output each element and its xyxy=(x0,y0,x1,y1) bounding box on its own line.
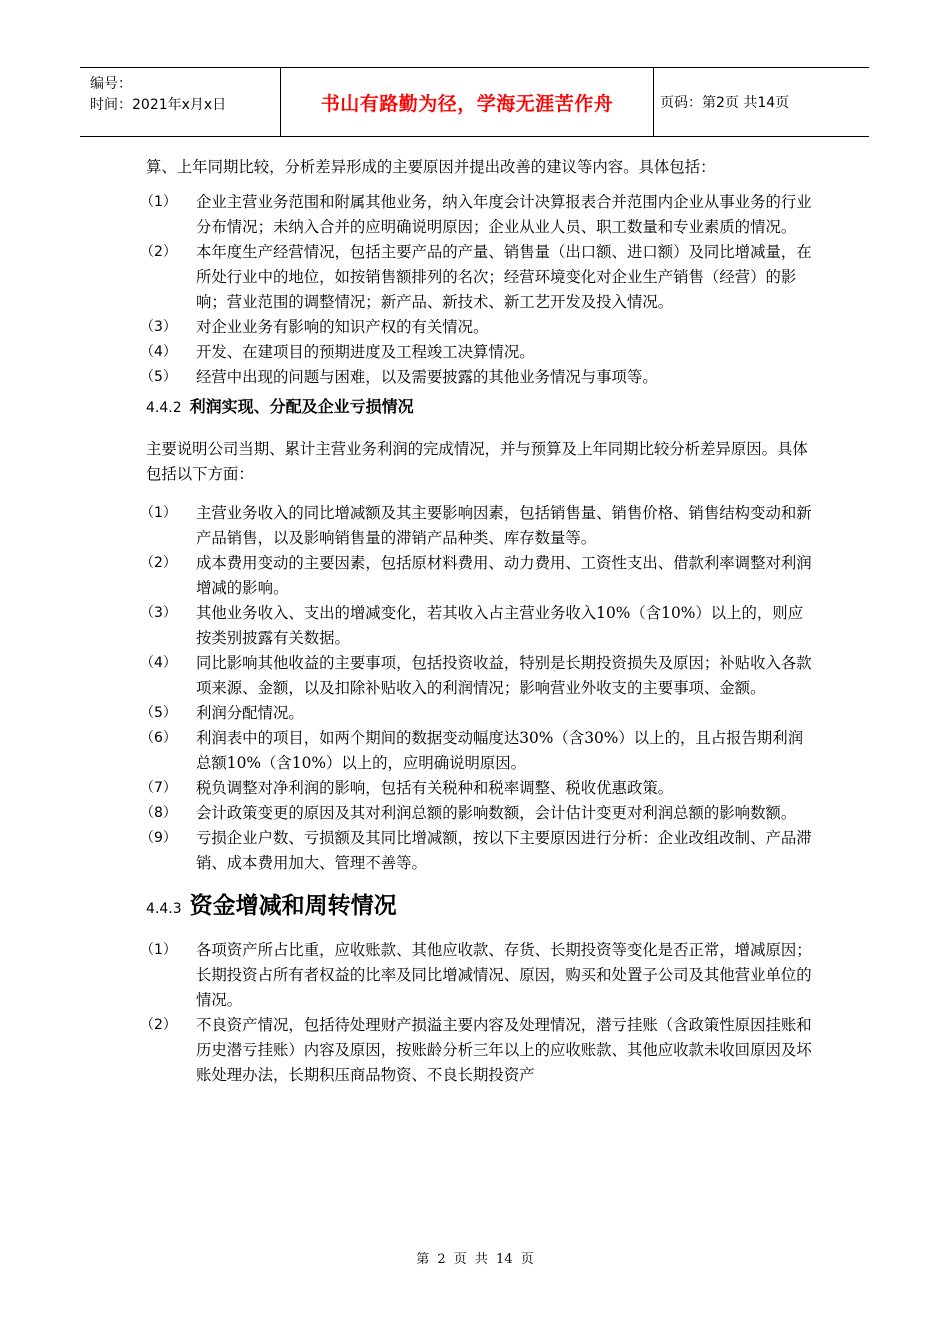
list-item xyxy=(140,651,816,701)
intro-paragraph: 算、上年同期比较，分析差异形成的主要原因并提出改善的建议等内容。具体包括： xyxy=(146,158,716,176)
list-item-text: 不良资产情况，包括待处理财产损溢主要内容及处理情况，潜亏挂账（含政策性原因挂账和历史潜亏挂账）内容及原因，按账龄分析三年以上的应收账款、其他应收款未收回原因及坏账处理办法，长期积压商品物资、不良长期投资产 xyxy=(196,1016,812,1084)
section-title: 利润实现、分配及企业亏损情况 xyxy=(189,397,414,416)
header-motto: 书山有路勤为径，学海无涯苦作舟 xyxy=(320,92,614,115)
list-item xyxy=(140,776,816,801)
profit-list xyxy=(140,501,816,876)
document-body xyxy=(140,155,816,1088)
list-item-number: （8） xyxy=(140,805,177,821)
section-heading-4-4-3 xyxy=(146,894,816,922)
list-item-number: （1） xyxy=(140,194,177,210)
list-item-number: （2） xyxy=(140,1017,177,1033)
list-item xyxy=(140,826,816,876)
list-item xyxy=(140,938,816,1013)
header-motto-cell xyxy=(281,68,654,136)
list-item-number: （4） xyxy=(140,655,177,671)
business-list xyxy=(140,190,816,390)
list-item xyxy=(140,315,816,340)
list-item xyxy=(140,701,816,726)
list-item-number: （4） xyxy=(140,344,177,360)
list-item-number: （9） xyxy=(140,830,177,846)
list-item-number: （1） xyxy=(140,505,177,521)
document-number-label: 编号： xyxy=(90,76,132,92)
list-item-number: （3） xyxy=(140,605,177,621)
list-item xyxy=(140,190,816,240)
page-header xyxy=(80,67,869,137)
funds-list xyxy=(140,938,816,1088)
list-item xyxy=(140,1013,816,1088)
section-title: 资金增减和周转情况 xyxy=(189,893,397,919)
list-item-text: 企业主营业务范围和附属其他业务，纳入年度会计决算报表合并范围内企业从事业务的行业分布情况；未纳入合并的应明确说明原因；企业从业人员、职工数量和专业素质的情况。 xyxy=(196,193,812,236)
list-item-text: 利润表中的项目，如两个期间的数据变动幅度达30%（含30%）以上的，且占报告期利润总额10%（含10%）以上的，应明确说明原因。 xyxy=(196,729,804,772)
section-number: 4.4.2 xyxy=(146,400,182,416)
list-item-text: 主营业务收入的同比增减额及其主要影响因素，包括销售量、销售价格、销售结构变动和新产品销售，以及影响销售量的滞销产品种类、库存数量等。 xyxy=(196,504,812,547)
list-item xyxy=(140,801,816,826)
list-item xyxy=(140,340,816,365)
list-item-text: 对企业业务有影响的知识产权的有关情况。 xyxy=(196,318,489,336)
list-item-text: 各项资产所占比重，应收账款、其他应收款、存货、长期投资等变化是否正常，增减原因；长期投资占所有者权益的比率及同比增减情况、原因，购买和处置子公司及其他营业单位的情况。 xyxy=(196,941,812,1009)
list-item xyxy=(140,501,816,551)
list-item xyxy=(140,365,816,390)
list-item-text: 同比影响其他收益的主要事项，包括投资收益，特别是长期投资损失及原因；补贴收入各款项来源、金额，以及扣除补贴收入的利润情况；影响营业外收支的主要事项、金额。 xyxy=(196,654,812,697)
list-item-text: 会计政策变更的原因及其对利润总额的影响数额，会计估计变更对利润总额的影响数额。 xyxy=(196,804,797,822)
list-item xyxy=(140,601,816,651)
list-item xyxy=(140,551,816,601)
list-item xyxy=(140,240,816,315)
list-item-number: （2） xyxy=(140,244,177,260)
list-item xyxy=(140,726,816,776)
header-meta xyxy=(80,68,281,136)
list-item-text: 开发、在建项目的预期进度及工程竣工决算情况。 xyxy=(196,343,535,361)
section-heading-4-4-2 xyxy=(146,394,816,421)
list-item-number: （5） xyxy=(140,369,177,385)
header-page-cell xyxy=(654,68,869,136)
profit-intro-paragraph: 主要说明公司当期、累计主营业务利润的完成情况，并与预算及上年同期比较分析差异原因。具体包括以下方面： xyxy=(146,440,808,483)
list-item-text: 税负调整对净利润的影响，包括有关税种和税率调整、税收优惠政策。 xyxy=(196,779,674,797)
document-date: 时间：2021年x月x日 xyxy=(90,97,227,113)
list-item-number: （6） xyxy=(140,730,177,746)
list-item-number: （1） xyxy=(140,942,177,958)
list-item-number: （5） xyxy=(140,705,177,721)
header-page-number: 页码：第2页 共14页 xyxy=(660,95,790,111)
section-number: 4.4.3 xyxy=(146,901,182,917)
list-item-number: （2） xyxy=(140,555,177,571)
list-item-text: 利润分配情况。 xyxy=(196,704,304,722)
list-item-number: （7） xyxy=(140,780,177,796)
list-item-text: 经营中出现的问题与困难，以及需要披露的其他业务情况与事项等。 xyxy=(196,368,658,386)
page-footer: 第 2 页 共 14 页 xyxy=(416,1252,534,1267)
list-item-text: 成本费用变动的主要因素，包括原材料费用、动力费用、工资性支出、借款利率调整对利润增减的影响。 xyxy=(196,554,812,597)
list-item-number: （3） xyxy=(140,319,177,335)
list-item-text: 其他业务收入、支出的增减变化，若其收入占主营业务收入10%（含10%）以上的，则应按类别披露有关数据。 xyxy=(196,604,804,647)
list-item-text: 本年度生产经营情况，包括主要产品的产量、销售量（出口额、进口额）及同比增减量，在所处行业中的地位，如按销售额排列的名次；经营环境变化对企业生产销售（经营）的影响；营业范围的调整情况；新产品、新技术、新工艺开发及投入情况。 xyxy=(196,243,812,311)
list-item-text: 亏损企业户数、亏损额及其同比增减额，按以下主要原因进行分析：企业改组改制、产品滞销、成本费用加大、管理不善等。 xyxy=(196,829,812,872)
